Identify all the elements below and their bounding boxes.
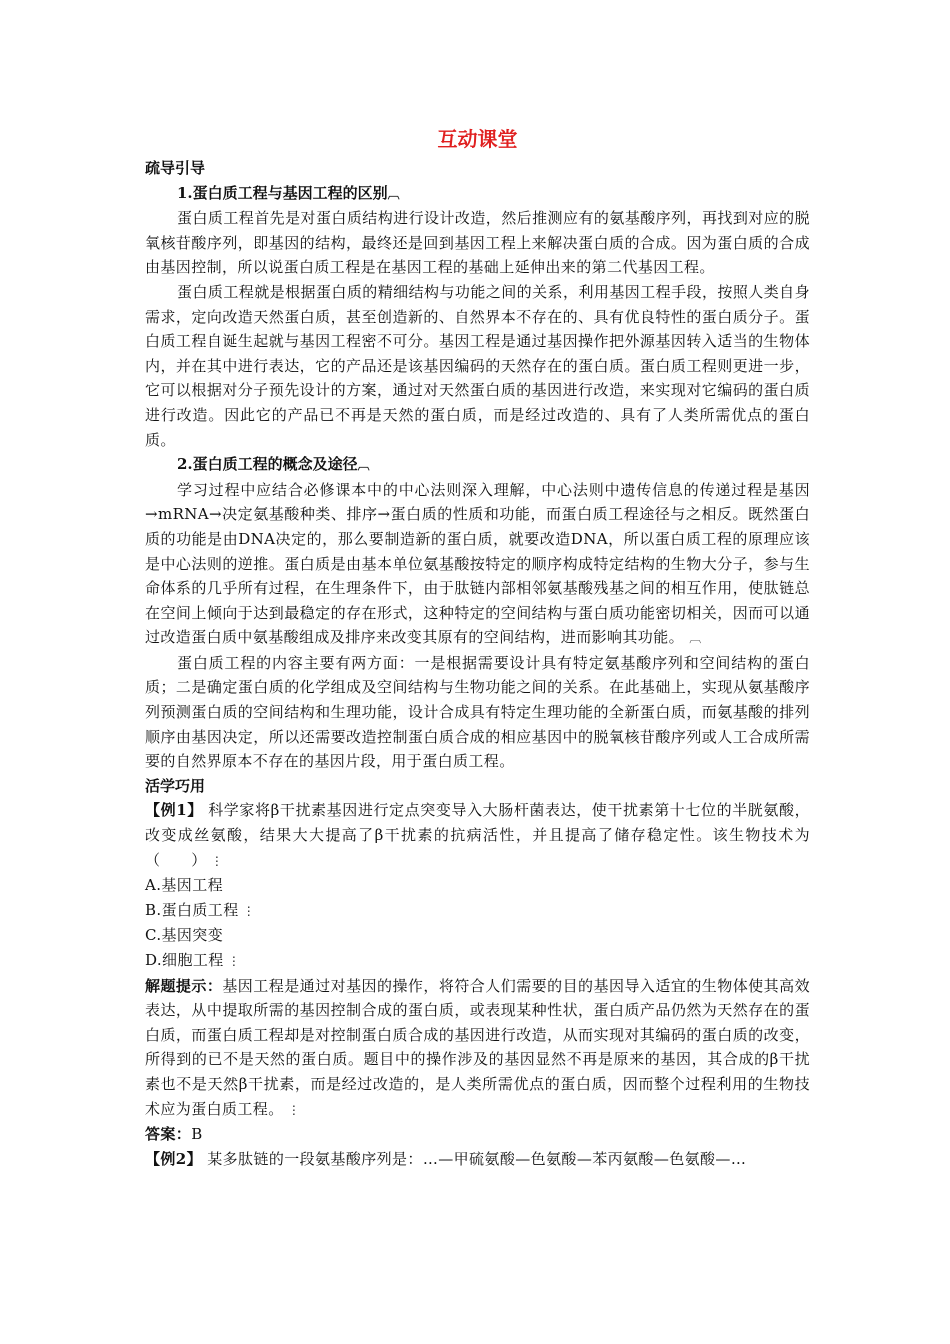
subheading-1-text: 1.蛋白质工程与基因工程的区别: [177, 183, 388, 202]
paragraph-mark-icon: ⋮: [283, 1102, 301, 1117]
example-2: [145, 1147, 810, 1172]
paragraph-2: 蛋白质工程就是根据蛋白质的精细结构与功能之间的关系，利用基因工程手段，按照人类自身需求，定向改造天然蛋白质，甚至创造新的、自然界本不存在的、具有优良特性的蛋白质分子。蛋白质工程自诞生起就与基因工程密不可分。基因工程是通过基因操作把外源基因转入适当的生物体内，并在其中进行表达，它的产品还是该基因编码的天然存在的蛋白质。蛋白质工程则更进一步，它可以根据对分子预先设计的方案，通过对天然蛋白质的基因进行改造，来实现对它编码的蛋白质进行改造。因此它的产品已不再是天然的蛋白质，而是经过改造的、具有了人类所需优点的蛋白质。: [145, 282, 810, 449]
paragraph-mark-icon: ⋮: [238, 903, 256, 918]
example-1-label: 【例1】: [145, 801, 203, 820]
answer: [145, 1122, 810, 1147]
hint-text: 基因工程是通过对基因的操作，将符合人们需要的目的基因导入适宜的生物体使其高效表达，从中提取所需的基因控制合成的蛋白质，或表现某种性状，蛋白质产品仍然为天然存在的蛋白质，而蛋白质工程却是对控制蛋白质合成的基因进行改造，从而实现对其编码的蛋白质的改变，所得到的已不是天然的蛋白质。题目中的操作涉及的基因显然不再是原来的基因，其合成的β干扰素也不是天然β干扰素，而是经过改造的，是人类所需优点的蛋白质，因而整个过程利用的生物技术应为蛋白质工程。: [145, 976, 810, 1118]
paragraph-mark-icon: ︹: [387, 186, 400, 201]
example-2-text: 某多肽链的一段氨基酸序列是：…—甲硫氨酸—色氨酸—苯丙氨酸—色氨酸—…: [202, 1149, 747, 1168]
answer-label: 答案：: [145, 1125, 192, 1144]
paragraph-mark-icon: ⋮: [206, 853, 224, 868]
option-b-text: B.蛋白质工程: [145, 900, 239, 919]
subheading-2-text: 2.蛋白质工程的概念及途径: [177, 455, 358, 474]
option-d: [145, 948, 810, 974]
paragraph-3: [145, 478, 810, 651]
example-1: [145, 798, 810, 873]
document-page: [145, 124, 810, 1171]
answer-value: B: [191, 1125, 203, 1144]
section-heading-practice: 活学巧用: [145, 776, 206, 795]
option-c: C.基因突变: [145, 926, 224, 945]
hint-label: 解题提示：: [145, 976, 223, 995]
section-heading-guidance: 疏导引导: [145, 159, 206, 177]
subheading-1: [145, 181, 810, 207]
subheading-2: [145, 452, 810, 478]
solution-hint: [145, 974, 810, 1123]
paragraph-3-text: 学习过程中应结合必修课本中的中心法则深入理解，中心法则中遗传信息的传递过程是基因→mRNA→决定氨基酸种类、排序→蛋白质的性质和功能，而蛋白质工程途径与之相反。既然蛋白质的功能是由DNA决定的，那么要制造新的蛋白质，就要改造DNA，所以蛋白质工程的原理应该是中心法则的逆推。蛋白质是由基本单位氨基酸按特定的顺序构成特定结构的生物大分子，参与生命体系的几乎所有过程，在生理条件下，由于肽链内部相邻氨基酸残基之间的相互作用，使肽链总在空间上倾向于达到最稳定的存在形式，这种特定的空间结构与蛋白质功能密切相关，因而可以通过改造蛋白质中氨基酸组成及排序来改变其原有的空间结构，进而影响其功能。: [145, 480, 810, 647]
paragraph-1: 蛋白质工程首先是对蛋白质结构进行设计改造，然后推测应有的氨基酸序列，再找到对应的脱氧核苷酸序列，即基因的结构，最终还是回到基因工程上来解决蛋白质的合成。因为蛋白质的合成由基因控制，所以说蛋白质工程是在基因工程的基础上延伸出来的第二代基因工程。: [145, 209, 810, 277]
option-b: [145, 898, 810, 924]
paragraph-4: 蛋白质工程的内容主要有两方面：一是根据需要设计具有特定氨基酸序列和空间结构的蛋白质；二是确定蛋白质的化学组成及空间结构与生物功能之间的关系。在此基础上，实现从氨基酸序列预测蛋白质的空间结构和生理功能，设计合成具有特定生理功能的全新蛋白质，而氨基酸的排列顺序由基因决定，所以还需要改造控制蛋白质合成的相应基因中的脱氧核苷酸序列或人工合成所需要的自然界原本不存在的基因片段，用于蛋白质工程。: [145, 653, 810, 771]
option-a: A.基因工程: [145, 876, 224, 895]
example-1-text: 科学家将β干扰素基因进行定点突变导入大肠杆菌表达，使干扰素第十七位的半胱氨酸，改变成丝氨酸，结果大大提高了β干扰素的抗病活性，并且提高了储存稳定性。该生物技术为（ ）: [145, 801, 810, 869]
paragraph-mark-icon: ︹: [357, 458, 370, 473]
paragraph-mark-icon: ⋮: [223, 954, 241, 968]
page-title: 互动课堂: [437, 127, 518, 151]
option-d-text: D.细胞工程: [145, 951, 224, 969]
paragraph-mark-icon: ︹: [689, 631, 702, 646]
example-2-label: 【例2】: [145, 1149, 203, 1168]
